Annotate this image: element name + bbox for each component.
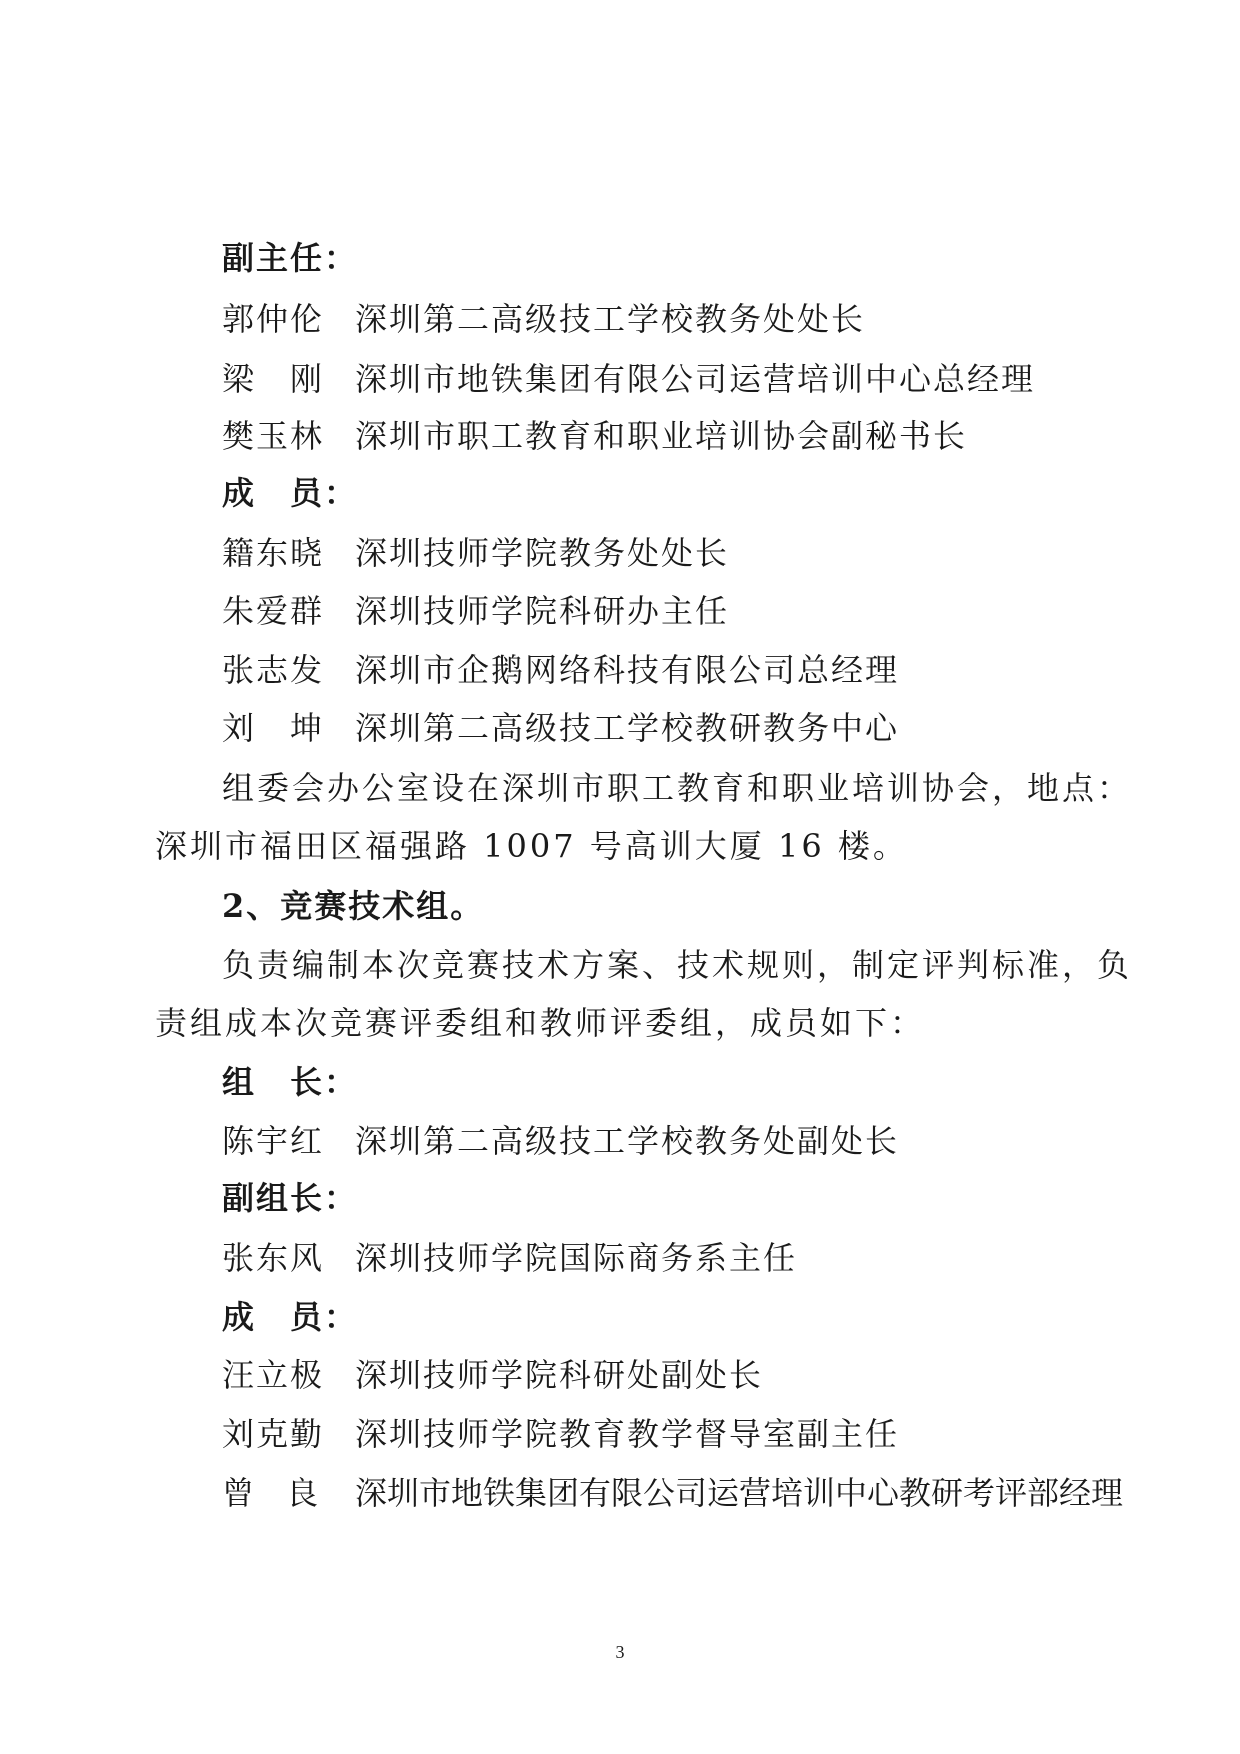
member-row (222, 591, 729, 631)
member-name: 汪立极 (222, 1356, 325, 1394)
member-name: 梁 刚 (222, 360, 325, 398)
member-title: 深圳技师学院国际商务系主任 (355, 1239, 798, 1277)
member-title: 深圳技师学院科研处副处长 (355, 1356, 764, 1394)
member-name: 郭仲伦 (222, 300, 325, 338)
member-title: 深圳第二高级技工学校教研教务中心 (355, 709, 900, 747)
member-name: 籍东晓 (222, 534, 325, 572)
group-members-heading: 成 员： (222, 1298, 359, 1336)
technical-group-desc-line-2: 责组成本次竞赛评委组和教师评委组，成员如下： (155, 1004, 926, 1042)
member-row (222, 1121, 899, 1161)
member-name: 陈宇红 (222, 1122, 325, 1160)
member-row (222, 1355, 763, 1395)
member-title: 深圳市地铁集团有限公司运营培训中心教研考评部经理 (355, 1474, 1124, 1512)
page-number: 3 (615, 1642, 625, 1662)
member-name: 刘 坤 (222, 709, 325, 747)
member-row (222, 708, 899, 748)
member-row (222, 416, 967, 456)
deputy-leader-heading: 副组长： (222, 1179, 359, 1217)
vice-directors-heading: 副主任： (222, 239, 359, 277)
member-title: 深圳市职工教育和职业培训协会副秘书长 (355, 417, 968, 455)
member-title: 深圳第二高级技工学校教务处副处长 (355, 1122, 900, 1160)
member-row (222, 533, 729, 573)
member-name: 刘克勤 (222, 1415, 325, 1453)
technical-group-desc-line-1: 负责编制本次竞赛技术方案、技术规则，制定评判标准，负 (222, 946, 1133, 984)
group-leader-heading: 组 长： (222, 1063, 359, 1101)
office-note-line-2: 深圳市福田区福强路 1007 号高训大厦 16 楼。 (155, 827, 908, 865)
member-row (222, 1414, 899, 1454)
member-title: 深圳市企鹅网络科技有限公司总经理 (355, 651, 900, 689)
member-row (222, 1473, 1123, 1513)
member-row (222, 359, 1035, 399)
member-name: 曾 良 (222, 1474, 319, 1512)
member-row (222, 650, 899, 690)
member-title: 深圳技师学院教育教学督导室副主任 (355, 1415, 900, 1453)
member-name: 张东风 (222, 1239, 325, 1277)
member-title: 深圳第二高级技工学校教务处处长 (355, 300, 866, 338)
member-title: 深圳市地铁集团有限公司运营培训中心总经理 (355, 360, 1036, 398)
technical-group-heading: 2、竞赛技术组。 (222, 887, 485, 925)
member-title: 深圳技师学院科研办主任 (355, 592, 730, 630)
member-name: 张志发 (222, 651, 325, 689)
member-name: 樊玉林 (222, 417, 325, 455)
committee-members-heading: 成 员： (222, 474, 359, 512)
member-name: 朱爱群 (222, 592, 325, 630)
member-title: 深圳技师学院教务处处长 (355, 534, 730, 572)
member-row (222, 1238, 797, 1278)
office-note-line-1: 组委会办公室设在深圳市职工教育和职业培训协会，地点： (222, 769, 1133, 807)
member-row (222, 299, 865, 339)
